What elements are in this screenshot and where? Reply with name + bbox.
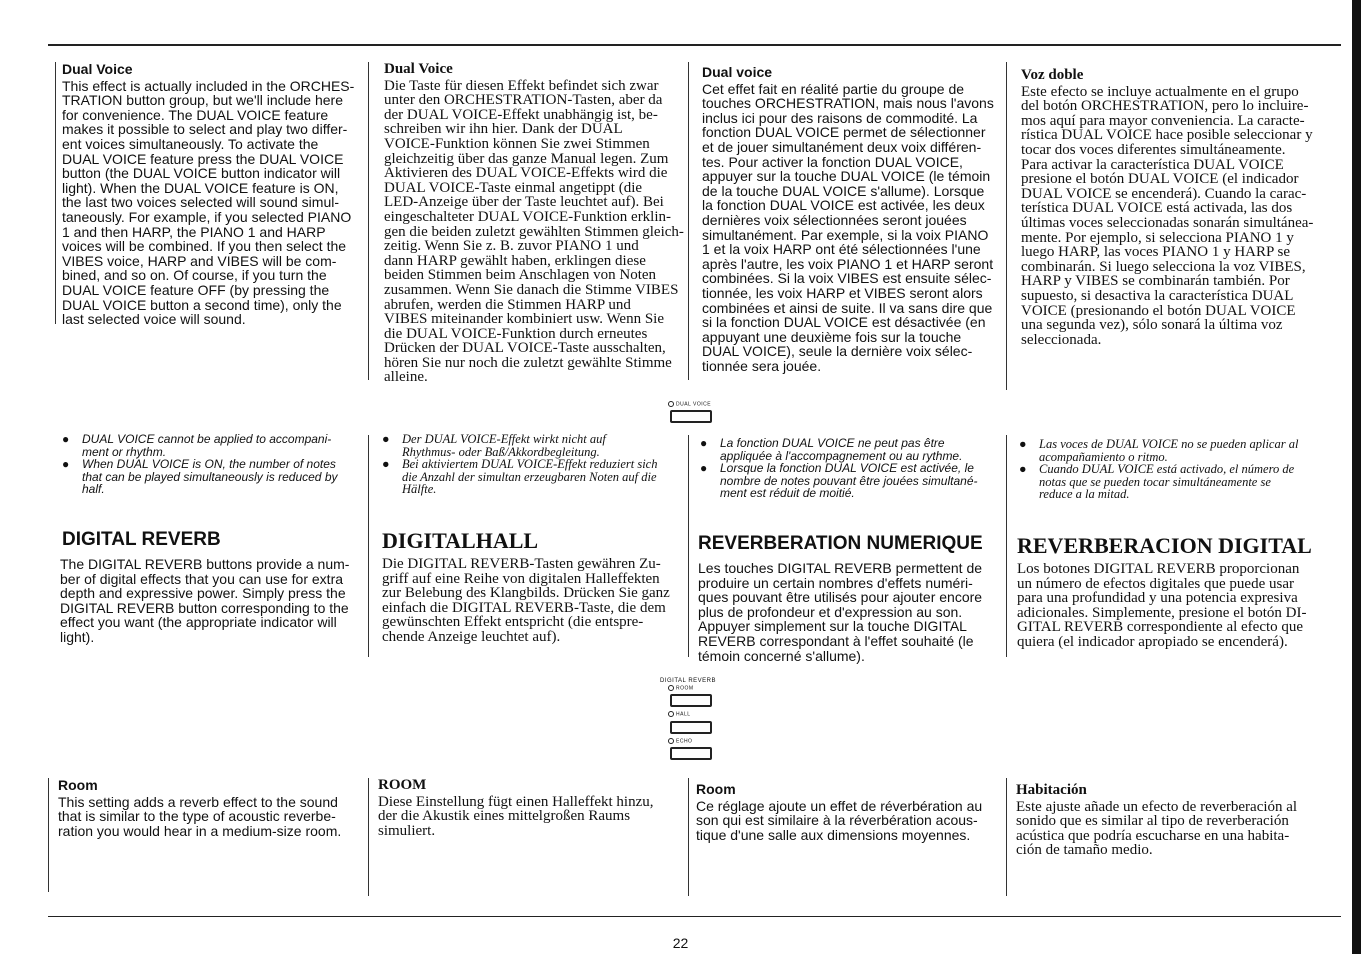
german-room-section [378, 778, 678, 838]
button-label: ROOM [668, 685, 716, 692]
french-room-section [696, 782, 996, 842]
section-body: Diese Einstellung fügt einen Halleffekt hinzu, der die Akustik eines mittelgroßen Raums simuliert. [378, 793, 654, 839]
bottom-rule [48, 916, 1341, 917]
note-item: ● Bei aktiviertem DUAL VOICE-Effekt reduziert sich die Anzahl der simultan erzeugbaren Noten auf die Hälfte. [382, 457, 658, 497]
column-divider [48, 778, 49, 892]
section-body: Este ajuste añade un efecto de reverberación al sonido que es similar al tipo de reverberación acústica que podría escucharse en una habita- ción de tamaño medio. [1016, 798, 1298, 859]
section-body: Los botones DIGITAL REVERB proporcionan un número de efectos digitales que puede usar para una profundidad y una potencia expresiva adicionales. Simplemente, presione el botón DI- GITAL REVERB correspondiente al efecto que quiera (el indicador apropiado se encenderá). [1017, 561, 1307, 650]
column-divider [688, 62, 689, 380]
hall-button-icon [670, 721, 712, 734]
note-item: ● Der DUAL VOICE-Effekt wirkt nicht auf Rhythmus- oder Baß/Akkordbegleitung. [382, 432, 606, 459]
section-title: REVERBERATION NUMERIQUE [698, 533, 983, 554]
column-divider [368, 778, 369, 896]
section-body: This setting adds a reverb effect to the sound that is similar to the type of acoustic reverbe- ration you would hear in a medium-size room. [58, 793, 342, 839]
english-notes [62, 433, 362, 496]
section-body: Ce réglage ajoute un effet de réverbération au son qui est similaire à la réverbération acous- tique d'une salle aux dimensions moyennes. [696, 797, 983, 843]
led-indicator-icon [668, 738, 674, 744]
english-reverb-section [60, 557, 360, 645]
section-heading: Dual Voice [384, 61, 453, 77]
bullet: ● [382, 457, 390, 472]
spanish-dual-voice-section [1021, 68, 1321, 347]
bullet: ● [62, 432, 70, 446]
column-divider [368, 62, 369, 380]
button-label: DUAL VOICE [668, 401, 712, 408]
french-dual-voice-section [702, 65, 1002, 373]
column-divider [368, 435, 369, 657]
button-label: HALL [668, 711, 716, 718]
section-heading: Dual voice [702, 64, 773, 80]
dual-voice-button-diagram [668, 401, 712, 427]
section-heading: Dual Voice [62, 61, 133, 77]
bullet: ● [62, 457, 70, 472]
note-item: ● DUAL VOICE cannot be applied to accompani- ment or rhythm. [62, 432, 332, 459]
dual-voice-button-icon [670, 410, 712, 423]
french-notes [700, 437, 1000, 500]
digital-reverb-button-diagram [660, 678, 716, 764]
english-dual-voice-section [62, 62, 362, 327]
page-edge-bar [1352, 0, 1361, 954]
note-item: ● Las voces de DUAL VOICE no se pueden aplicar al acompañamiento o ritmo. [1019, 437, 1299, 464]
bullet: ● [382, 432, 390, 446]
section-body: Die Taste für diesen Effekt befindet sich zwar unter den ORCHESTRATION-Tasten, aber da der DUAL VOICE-Effekt unabhängig ist, be- schreiben wir ihn hier. Dank der DUAL VOICE-Funktion können Sie zwei Stimmen gleichzeitig über das ganze Manual legen. Zum Aktivieren des DUAL VOICE-Effekts wird die DUAL VOICE-Taste einmal angetippt (die LED-Anzeige über der Taste leuchtet auf). Bei eingeschalteter DUAL VOICE-Funktion erklin- gen die beiden zuletzt gewählten Stimmen gleich- zeitig. Wenn Sie z. B. zuvor PIANO 1 und dann HARP gewählt haben, erklingen diese beiden Stimmen beim Anschlagen von Noten zusammen. Wenn Sie danach die Stimme VIBES abrufen, werden die Stimmen HARP und VIBES miteinander kombiniert usw. Wenn Sie die DUAL VOICE-Funktion durch erneutes Drücken der DUAL VOICE-Taste ausschalten, hören Sie nur noch die zuletzt gewählte Stimme alleine. [384, 77, 684, 386]
spanish-room-section [1016, 783, 1316, 858]
section-heading: Room [58, 777, 98, 793]
section-body: Les touches DIGITAL REVERB permettent de produire un certain nombres d'effets numéri- ques pouvant être utilisés pour ajouter encore plus de profondeur et d'expression au son. Appuyer simplement sur la touche DIGITAL REVERB correspondant à l'effet souhaité (le témoin concerné s'allume). [698, 560, 983, 664]
bullet: ● [700, 436, 708, 450]
note-item: ● When DUAL VOICE is ON, the number of notes that can be played simultaneously is reduced by half. [62, 457, 338, 497]
section-heading: Habitación [1016, 782, 1087, 798]
section-heading: Room [696, 781, 736, 797]
room-button-icon [670, 694, 712, 707]
column-divider [1006, 62, 1007, 390]
note-item: ● Cuando DUAL VOICE está activado, el número de notas que se pueden tocar simultáneamente se reduce a la mitad. [1019, 462, 1295, 502]
section-heading: ROOM [378, 777, 427, 793]
german-dual-voice-section [384, 62, 684, 385]
column-divider [1006, 435, 1007, 657]
german-reverb-section [382, 557, 682, 645]
bullet: ● [1019, 462, 1027, 477]
led-indicator-icon [668, 711, 674, 717]
led-indicator-icon [668, 401, 674, 407]
bullet: ● [700, 461, 708, 476]
section-body: The DIGITAL REVERB buttons provide a num- ber of digital effects that you can use for extra depth and expressive power. Simply press the DIGITAL REVERB button corresponding to the effect you want (the appropriate indicator will light). [60, 556, 350, 645]
section-title: REVERBERACION DIGITAL [1017, 533, 1312, 558]
column-divider [55, 62, 56, 324]
english-room-section [58, 778, 358, 838]
section-body: Cet effet fait en réalité partie du groupe de touches ORCHESTRATION, mais nous l'avons inclus ici pour des raisons de commodité. La fonction DUAL VOICE permet de sélectionner et de jouer simultanément deux voix différen- tes. Pour activer la fonction DUAL VOICE, appuyer sur la touche DUAL VOICE (le témoin de la touche DUAL VOICE s'allume). Lorsque la fonction DUAL VOICE est activée, les deux dernières voix sélectionnées seront jouées simultanément. Par exemple, si la voix PIANO 1 et la voix HARP ont été sélectionnées l'une après l'autre, les voix PIANO 1 et HARP seront combinées. Si la voix VIBES est ensuite sélec- tionnée, les voix HARP et VIBES seront alors combinées et ainsi de suite. Il va sans dire que si la fonction DUAL VOICE est désactivée (en appuyant une deuxième fois sur la touche DUAL VOICE), seule la dernière voix sélec- tionnée sera jouée. [702, 80, 994, 374]
diagram-label: DIGITAL REVERB [660, 678, 717, 684]
led-indicator-icon [668, 685, 674, 691]
note-item: ● Lorsque la fonction DUAL VOICE est activée, le nombre de notes pouvant être jouées simultané- ment est réduit de moitié. [700, 461, 978, 501]
column-divider [688, 435, 689, 657]
button-label: ECHO [668, 738, 716, 745]
german-notes [382, 433, 682, 496]
section-title: DIGITALHALL [382, 528, 539, 553]
spanish-notes [1019, 438, 1319, 501]
column-divider [1006, 778, 1007, 896]
section-heading: Voz doble [1021, 67, 1084, 83]
french-reverb-section [698, 561, 998, 663]
section-title: DIGITAL REVERB [62, 529, 221, 550]
section-body: Die DIGITAL REVERB-Tasten gewähren Zu- griff auf eine Reihe von digitalen Halleffekten zur Belebung des Klangbilds. Drücken Sie ganz einfach die DIGITAL REVERB-Taste, die dem gewünschten Effekt entspricht (die entspre- chende Anzeige leuchtet auf). [382, 556, 670, 645]
note-item: ● La fonction DUAL VOICE ne peut pas être appliquée à l'accompagnement ou au rythme. [700, 436, 963, 463]
bullet: ● [1019, 437, 1027, 451]
top-rule [48, 44, 1341, 46]
page-number: 22 [672, 935, 689, 951]
section-body: Este efecto se incluye actualmente en el grupo del botón ORCHESTRATION, pero lo incluire- mos aquí para mayor conveniencia. La caracte- rística DUAL VOICE hace posible seleccionar y tocar dos voces diferentes simultáneamente. Para activar la característica DUAL VOICE presione el botón DUAL VOICE (el indicador DUAL VOICE se encenderá). Cuando la carac- terística DUAL VOICE está activada, las dos últimas voces seleccionadas sonarán simultánea- mente. Por ejemplo, si selecciona PIANO 1 y luego HARP, las voces PIANO 1 y HARP se combinarán. Si luego selecciona la voz VIBES, HARP y VIBES se combinarán también. Por supuesto, si desactiva la característica DUAL VOICE (presionando el botón DUAL VOICE una segunda vez), sólo sonará la última voz seleccionada. [1021, 83, 1314, 348]
spanish-reverb-section [1017, 562, 1317, 650]
echo-button-icon [670, 747, 712, 760]
column-divider [688, 778, 689, 896]
section-body: This effect is actually included in the ORCHES- TRATION button group, but we'll include here for convenience. The DUAL VOICE feature makes it possible to select and play two differ- ent voices simultaneously. To activate the DUAL VOICE feature press the DUAL VOICE button (the DUAL VOICE button indicator will light). When the DUAL VOICE feature is ON, the last two voices selected will sound simul- taneously. For example, if you selected PIANO 1 and then HARP, the PIANO 1 and HARP voices will be combined. If you then select the VIBES voice, HARP and VIBES will be com- bined, and so on. Of course, if you turn the DUAL VOICE feature OFF (by pressing the DUAL VOICE button a second time), only the last selected voice will sound. [62, 77, 355, 328]
